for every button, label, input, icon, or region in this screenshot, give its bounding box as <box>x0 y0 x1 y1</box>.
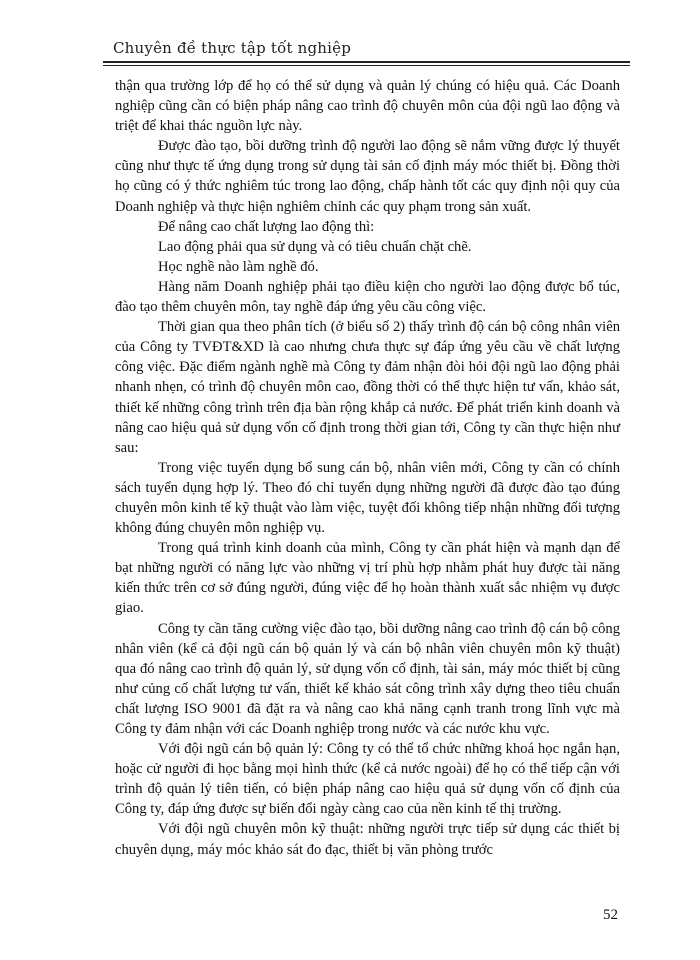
running-header: Chuyên đề thực tập tốt nghiệp <box>113 39 352 57</box>
paragraph: Với đội ngũ cán bộ quản lý: Công ty có thể tổ chức những khoá học ngắn hạn, hoặc cử người đi học bằng mọi hình thức (kể cả nước ngoài) để họ có thể tiếp cận với trình độ quản lý tiên tiến, có biện pháp nâng cao hiệu quả sử dụng vốn cố định của Công ty, đáp ứng được sự biến đổi ngày càng cao của nền kinh tế thị trường. <box>115 741 620 818</box>
page-number: 52 <box>603 907 618 923</box>
paragraph: Để nâng cao chất lượng lao động thì: <box>158 218 375 235</box>
paragraph: Trong quá trình kinh doanh của mình, Công ty cần phát hiện và mạnh dạn để bạt những người có năng lực vào những vị trí phù hợp nhằm phát huy được tài năng kiến thức trên cơ sở đúng người, đúng việc để họ hoàn thành xuất sắc nhiệm vụ được giao. <box>115 540 620 617</box>
paragraph: Hàng năm Doanh nghiệp phải tạo điều kiện cho người lao động được bổ túc, đào tạo thêm chuyên môn, tay nghề đáp ứng yêu cầu công việc. <box>115 278 620 316</box>
paragraph: Được đào tạo, bồi dưỡng trình độ người lao động sẽ nắm vững được lý thuyết cũng như thực tế ứng dụng trong sử dụng tài sản cố định máy móc thiết bị. Đồng thời họ cũng có ý thức nghiêm túc trong lao động, chấp hành tốt các quy định nội quy của Doanh nghiệp và thực hiện nghiêm chỉnh các quy phạm trong sản xuất. <box>115 138 620 215</box>
paragraph: Trong việc tuyển dụng bổ sung cán bộ, nhân viên mới, Công ty cần có chính sách tuyển dụng hợp lý. Theo đó chỉ tuyển dụng những người đã được đào tạo đúng chuyên môn kinh tế kỹ thuật vào làm việc, tuyệt đối không tiếp nhận những đối tượng không đúng chuyên môn nghiệp vụ. <box>115 459 620 537</box>
header-rule-thin <box>103 65 630 66</box>
paragraph: Công ty cần tăng cường việc đào tạo, bồi dưỡng nâng cao trình độ cán bộ công nhân viên (kể cả đội ngũ cán bộ quản lý và cán bộ nhân viên chuyên môn kỹ thuật) qua đó nâng cao trình độ quản lý, sử dụng vốn cố định, tài sản, máy móc thiết bị cũng như củng cố chất lượng tư vấn, thiết kế khảo sát công trình xây dựng theo tiêu chuẩn chất lượng ISO 9001 đã đặt ra và nâng cao khả năng cạnh tranh trong lĩnh vực mà Công ty đảm nhận với các Doanh nghiệp trong nước và các nước khu vực. <box>115 620 620 737</box>
header-rule-thick <box>103 61 630 63</box>
paragraph: Lao động phải qua sử dụng và có tiêu chuẩn chặt chẽ. <box>158 238 472 255</box>
paragraph: Thời gian qua theo phân tích (ở biểu số 2) thấy trình độ cán bộ công nhân viên của Công ty TVĐT&XD là cao nhưng chưa thực sự đáp ứng yêu cầu về chất lượng công việc. Đặc điểm ngành nghề mà Công ty đảm nhận đòi hỏi đội ngũ lao động phải nhanh nhẹn, có trình độ chuyên môn cao, đồng thời có thể thực hiện tư vấn, khảo sát, thiết kế những công trình trên địa bàn rộng khắp cả nước. Để phát triển kinh doanh và nâng cao hiệu quả sử dụng vốn cố định trong thời gian tới, Công ty cần thực hiện như sau: <box>115 319 620 456</box>
paragraph: thận qua trường lớp để họ có thể sử dụng và quản lý chúng có hiệu quả. Các Doanh nghiệp cũng cần có biện pháp nâng cao trình độ chuyên môn của đội ngũ lao động và triệt để khai thác nguồn lực này. <box>115 78 620 135</box>
body-text <box>115 76 620 860</box>
paragraph: Học nghề nào làm nghề đó. <box>158 258 319 275</box>
paragraph: Với đội ngũ chuyên môn kỹ thuật: những người trực tiếp sử dụng các thiết bị chuyên dụng, máy móc khảo sát đo đạc, thiết bị văn phòng trước <box>115 821 620 858</box>
